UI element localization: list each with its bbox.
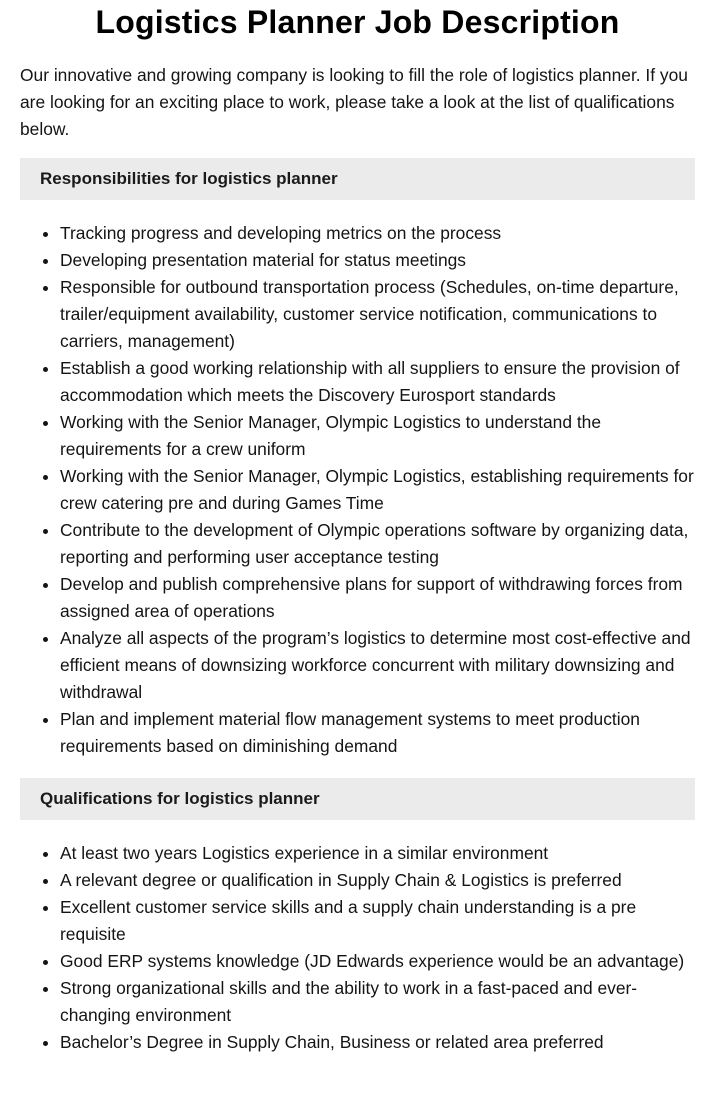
list-item: • Working with the Senior Manager, Olympic Logistics, establishing requirements for crew catering pre and during Games Time [60, 463, 695, 517]
page-title: Logistics Planner Job Description [95, 4, 620, 40]
list-item: • Good ERP systems knowledge (JD Edwards experience would be an advantage) [60, 948, 695, 975]
list-item: • Developing presentation material for status meetings [60, 247, 695, 274]
list-item: • Strong organizational skills and the ability to work in a fast-paced and ever-changing environment [60, 975, 695, 1029]
list-item: • Working with the Senior Manager, Olympic Logistics to understand the requirements for a crew uniform [60, 409, 695, 463]
qualifications-heading: Qualifications for logistics planner [20, 778, 695, 820]
list-item: • Establish a good working relationship with all suppliers to ensure the provision of accommodation which meets the Discovery Eurosport standards [60, 355, 695, 409]
qualifications-list [20, 840, 695, 1056]
list-item: • Plan and implement material flow management systems to meet production requirements based on diminishing demand [60, 706, 695, 760]
list-item: • Develop and publish comprehensive plans for support of withdrawing forces from assigned area of operations [60, 571, 695, 625]
list-item: • A relevant degree or qualification in Supply Chain & Logistics is preferred [60, 867, 695, 894]
responsibilities-list [20, 220, 695, 760]
list-item: • At least two years Logistics experience in a similar environment [60, 840, 695, 867]
list-item: • Contribute to the development of Olympic operations software by organizing data, reporting and performing user acceptance testing [60, 517, 695, 571]
intro-paragraph: Our innovative and growing company is looking to fill the role of logistics planner. If you are looking for an exciting place to work, please take a look at the list of qualifications below. [20, 65, 688, 139]
list-item: • Bachelor’s Degree in Supply Chain, Business or related area preferred [60, 1029, 695, 1056]
list-item: • Responsible for outbound transportation process (Schedules, on-time departure, trailer/equipment availability, customer service notification, communications to carriers, management) [60, 274, 695, 355]
list-item: • Tracking progress and developing metrics on the process [60, 220, 695, 247]
list-item: • Excellent customer service skills and a supply chain understanding is a pre requisite [60, 894, 695, 948]
responsibilities-heading: Responsibilities for logistics planner [20, 158, 695, 200]
list-item: • Analyze all aspects of the program’s logistics to determine most cost-effective and efficient means of downsizing workforce concurrent with military downsizing and withdrawal [60, 625, 695, 706]
